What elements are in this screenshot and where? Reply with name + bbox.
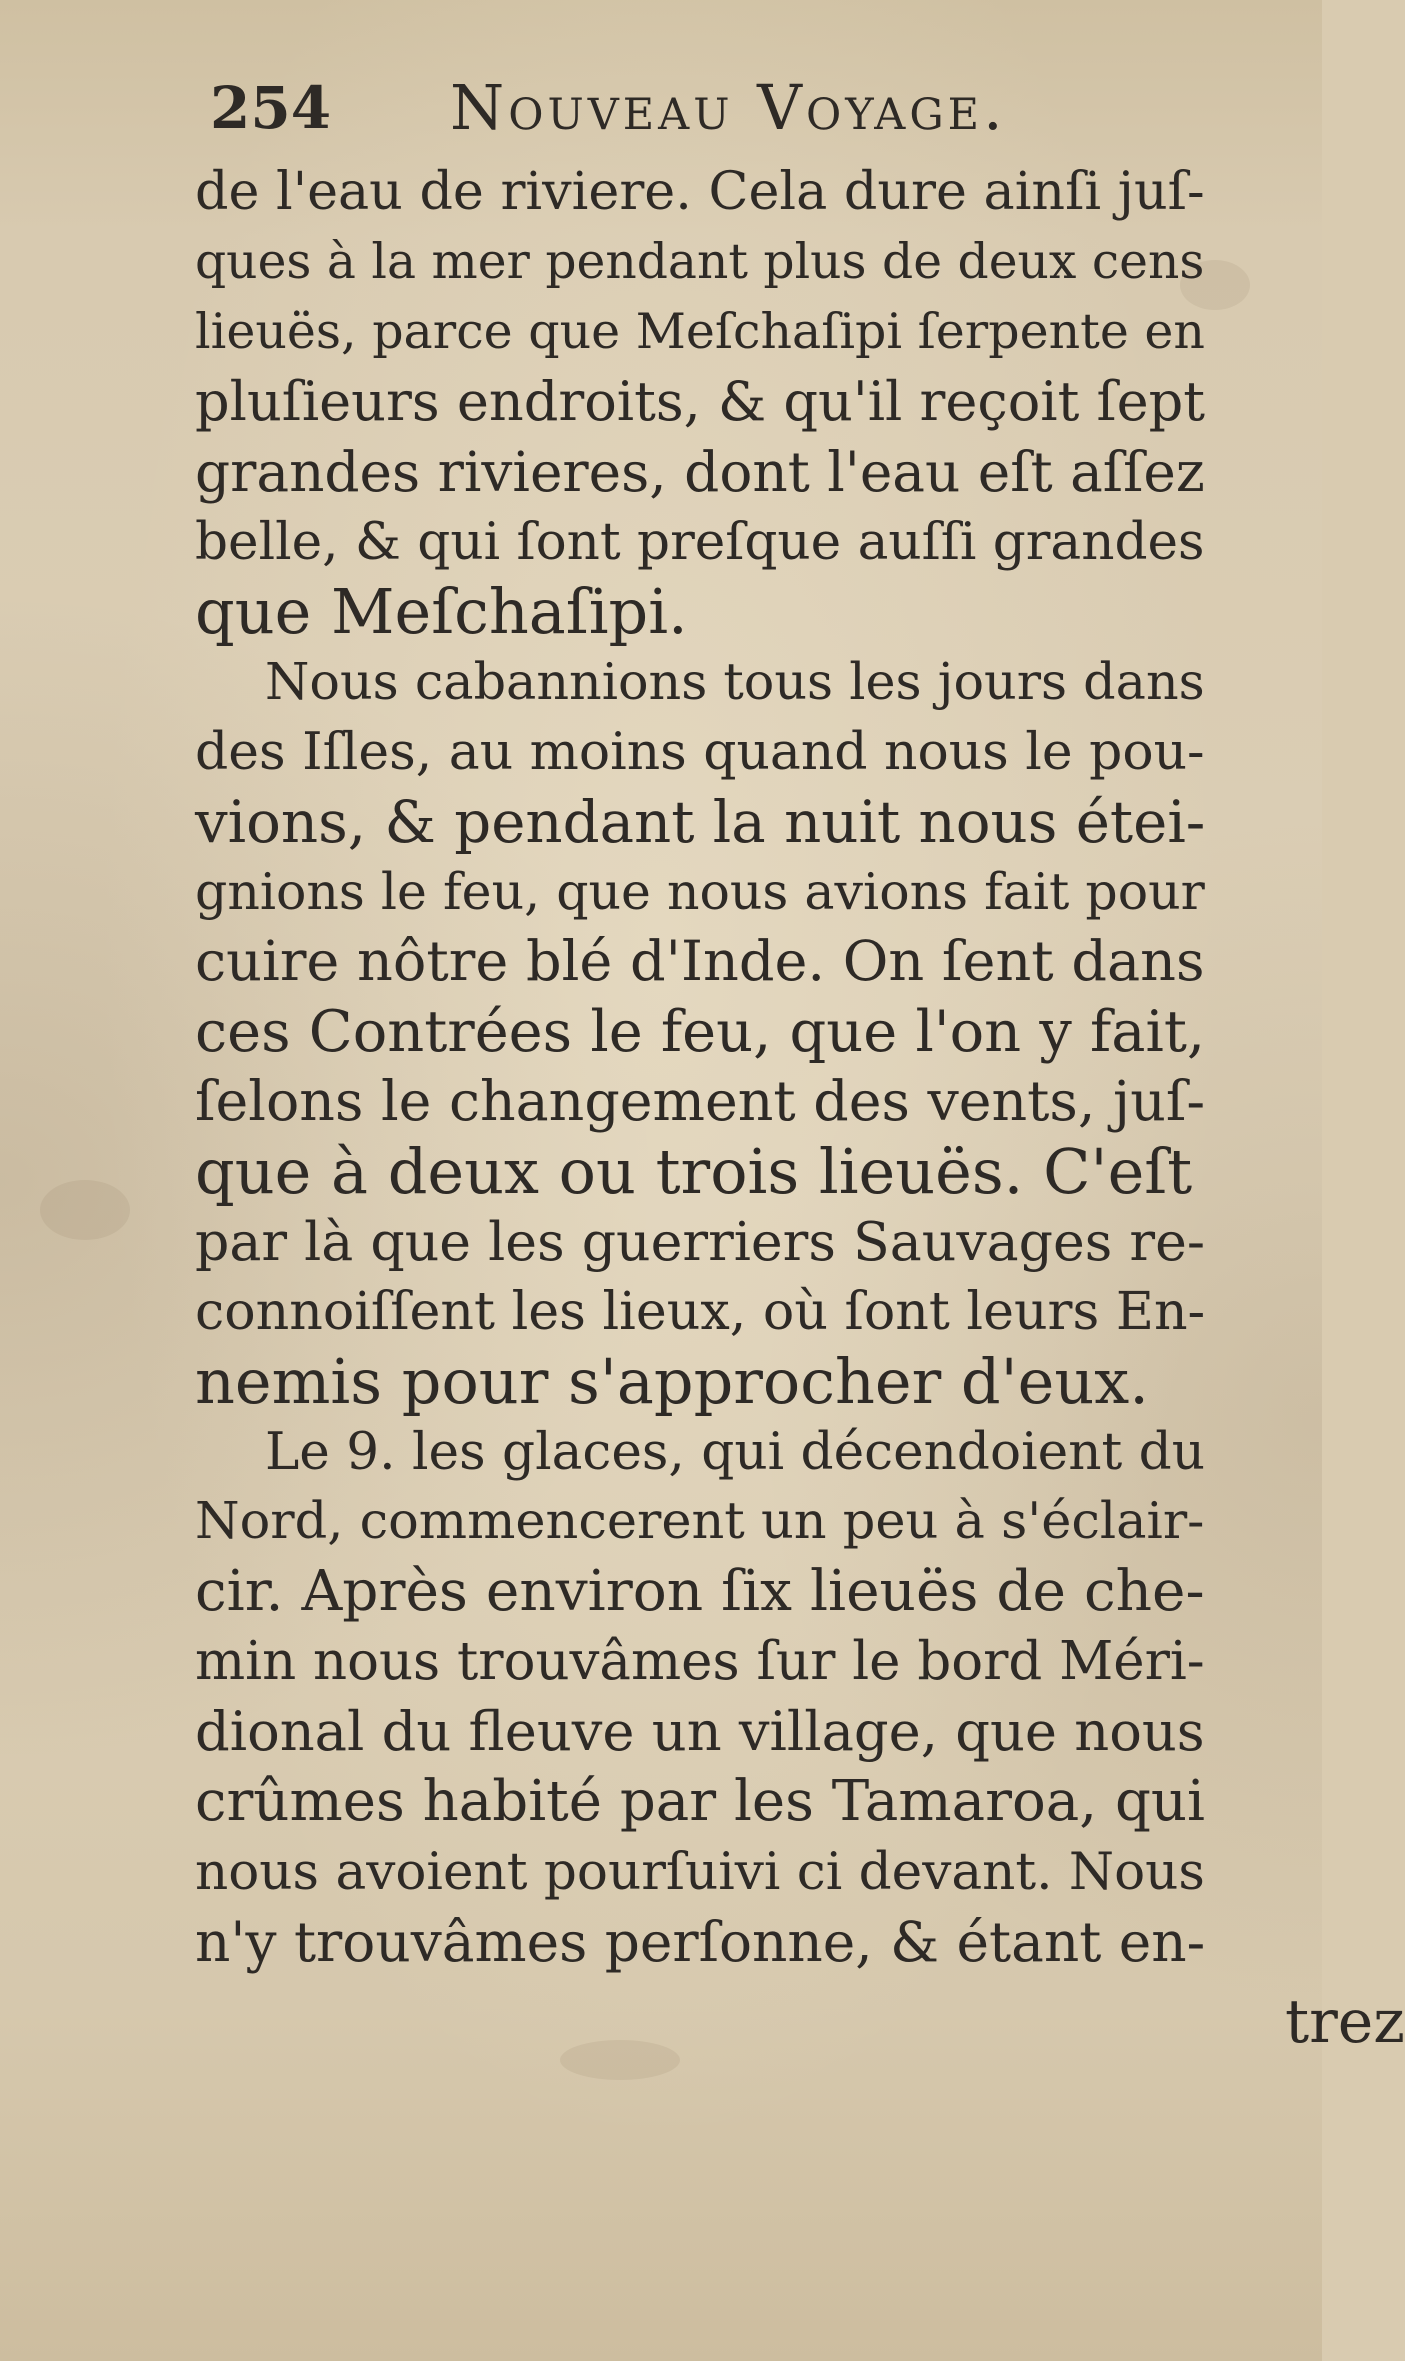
text-line: pluſieurs endroits, & qu'il reçoit ſept — [195, 370, 1205, 433]
text-line: min nous trouvâmes ſur le bord Méri- — [195, 1631, 1205, 1692]
paper-stain — [560, 2040, 680, 2080]
text-line: que Meſchaſipi. — [195, 575, 688, 648]
running-title: Nouveau Voyage. — [450, 71, 1007, 144]
page-number: 254 — [210, 74, 332, 142]
catchword: trez — [1285, 1987, 1405, 2057]
text-line: Nous cabannions tous les jours dans — [265, 652, 1205, 711]
text-line: de l'eau de riviere. Cela dure ainſi juſ- — [195, 161, 1205, 222]
text-line: des Iſles, au moins quand nous le pou- — [195, 722, 1205, 782]
page-header — [210, 68, 1210, 148]
text-line: cuire nôtre blé d'Inde. On ſent dans — [195, 929, 1205, 994]
text-line: nous avoient pourſuivi ci devant. Nous — [195, 1842, 1205, 1902]
text-line: grandes rivieres, dont l'eau eſt aſſez — [195, 440, 1205, 504]
text-line: crûmes habité par les Tamaroa, qui — [195, 1769, 1206, 1834]
paper-stain — [40, 1180, 130, 1240]
text-line: Nord, commencerent un peu à s'éclair- — [195, 1492, 1205, 1551]
text-line: n'y trouvâmes perſonne, & étant en- — [195, 1910, 1206, 1974]
text-line: dional du fleuve un village, que nous — [195, 1700, 1205, 1763]
text-line: vions, & pendant la nuit nous étei- — [195, 788, 1206, 856]
text-line: cir. Après environ ſix lieuës de che- — [195, 1559, 1205, 1624]
text-line: belle, & qui ſont preſque auſſi grandes — [195, 512, 1205, 572]
text-line: Le 9. les glaces, qui décendoient du — [265, 1422, 1205, 1482]
text-line: gnions le feu, que nous avions fait pour — [195, 862, 1205, 921]
text-line: connoiſſent les lieux, où ſont leurs En- — [195, 1282, 1206, 1342]
text-line: ques à la mer pendant plus de deux cens — [195, 234, 1205, 290]
text-line: par là que les guerriers Sauvages re- — [195, 1210, 1205, 1273]
text-line: ces Contrées le feu, que l'on y fait, — [195, 998, 1206, 1065]
text-line: nemis pour s'approcher d'eux. — [195, 1345, 1149, 1418]
text-line: lieuës, parce que Meſchaſipi ſerpente en — [195, 303, 1205, 360]
text-line: ſelons le changement des vents, juſ- — [195, 1070, 1206, 1134]
text-line: que à deux ou trois lieuës. C'eſt — [195, 1135, 1193, 1208]
